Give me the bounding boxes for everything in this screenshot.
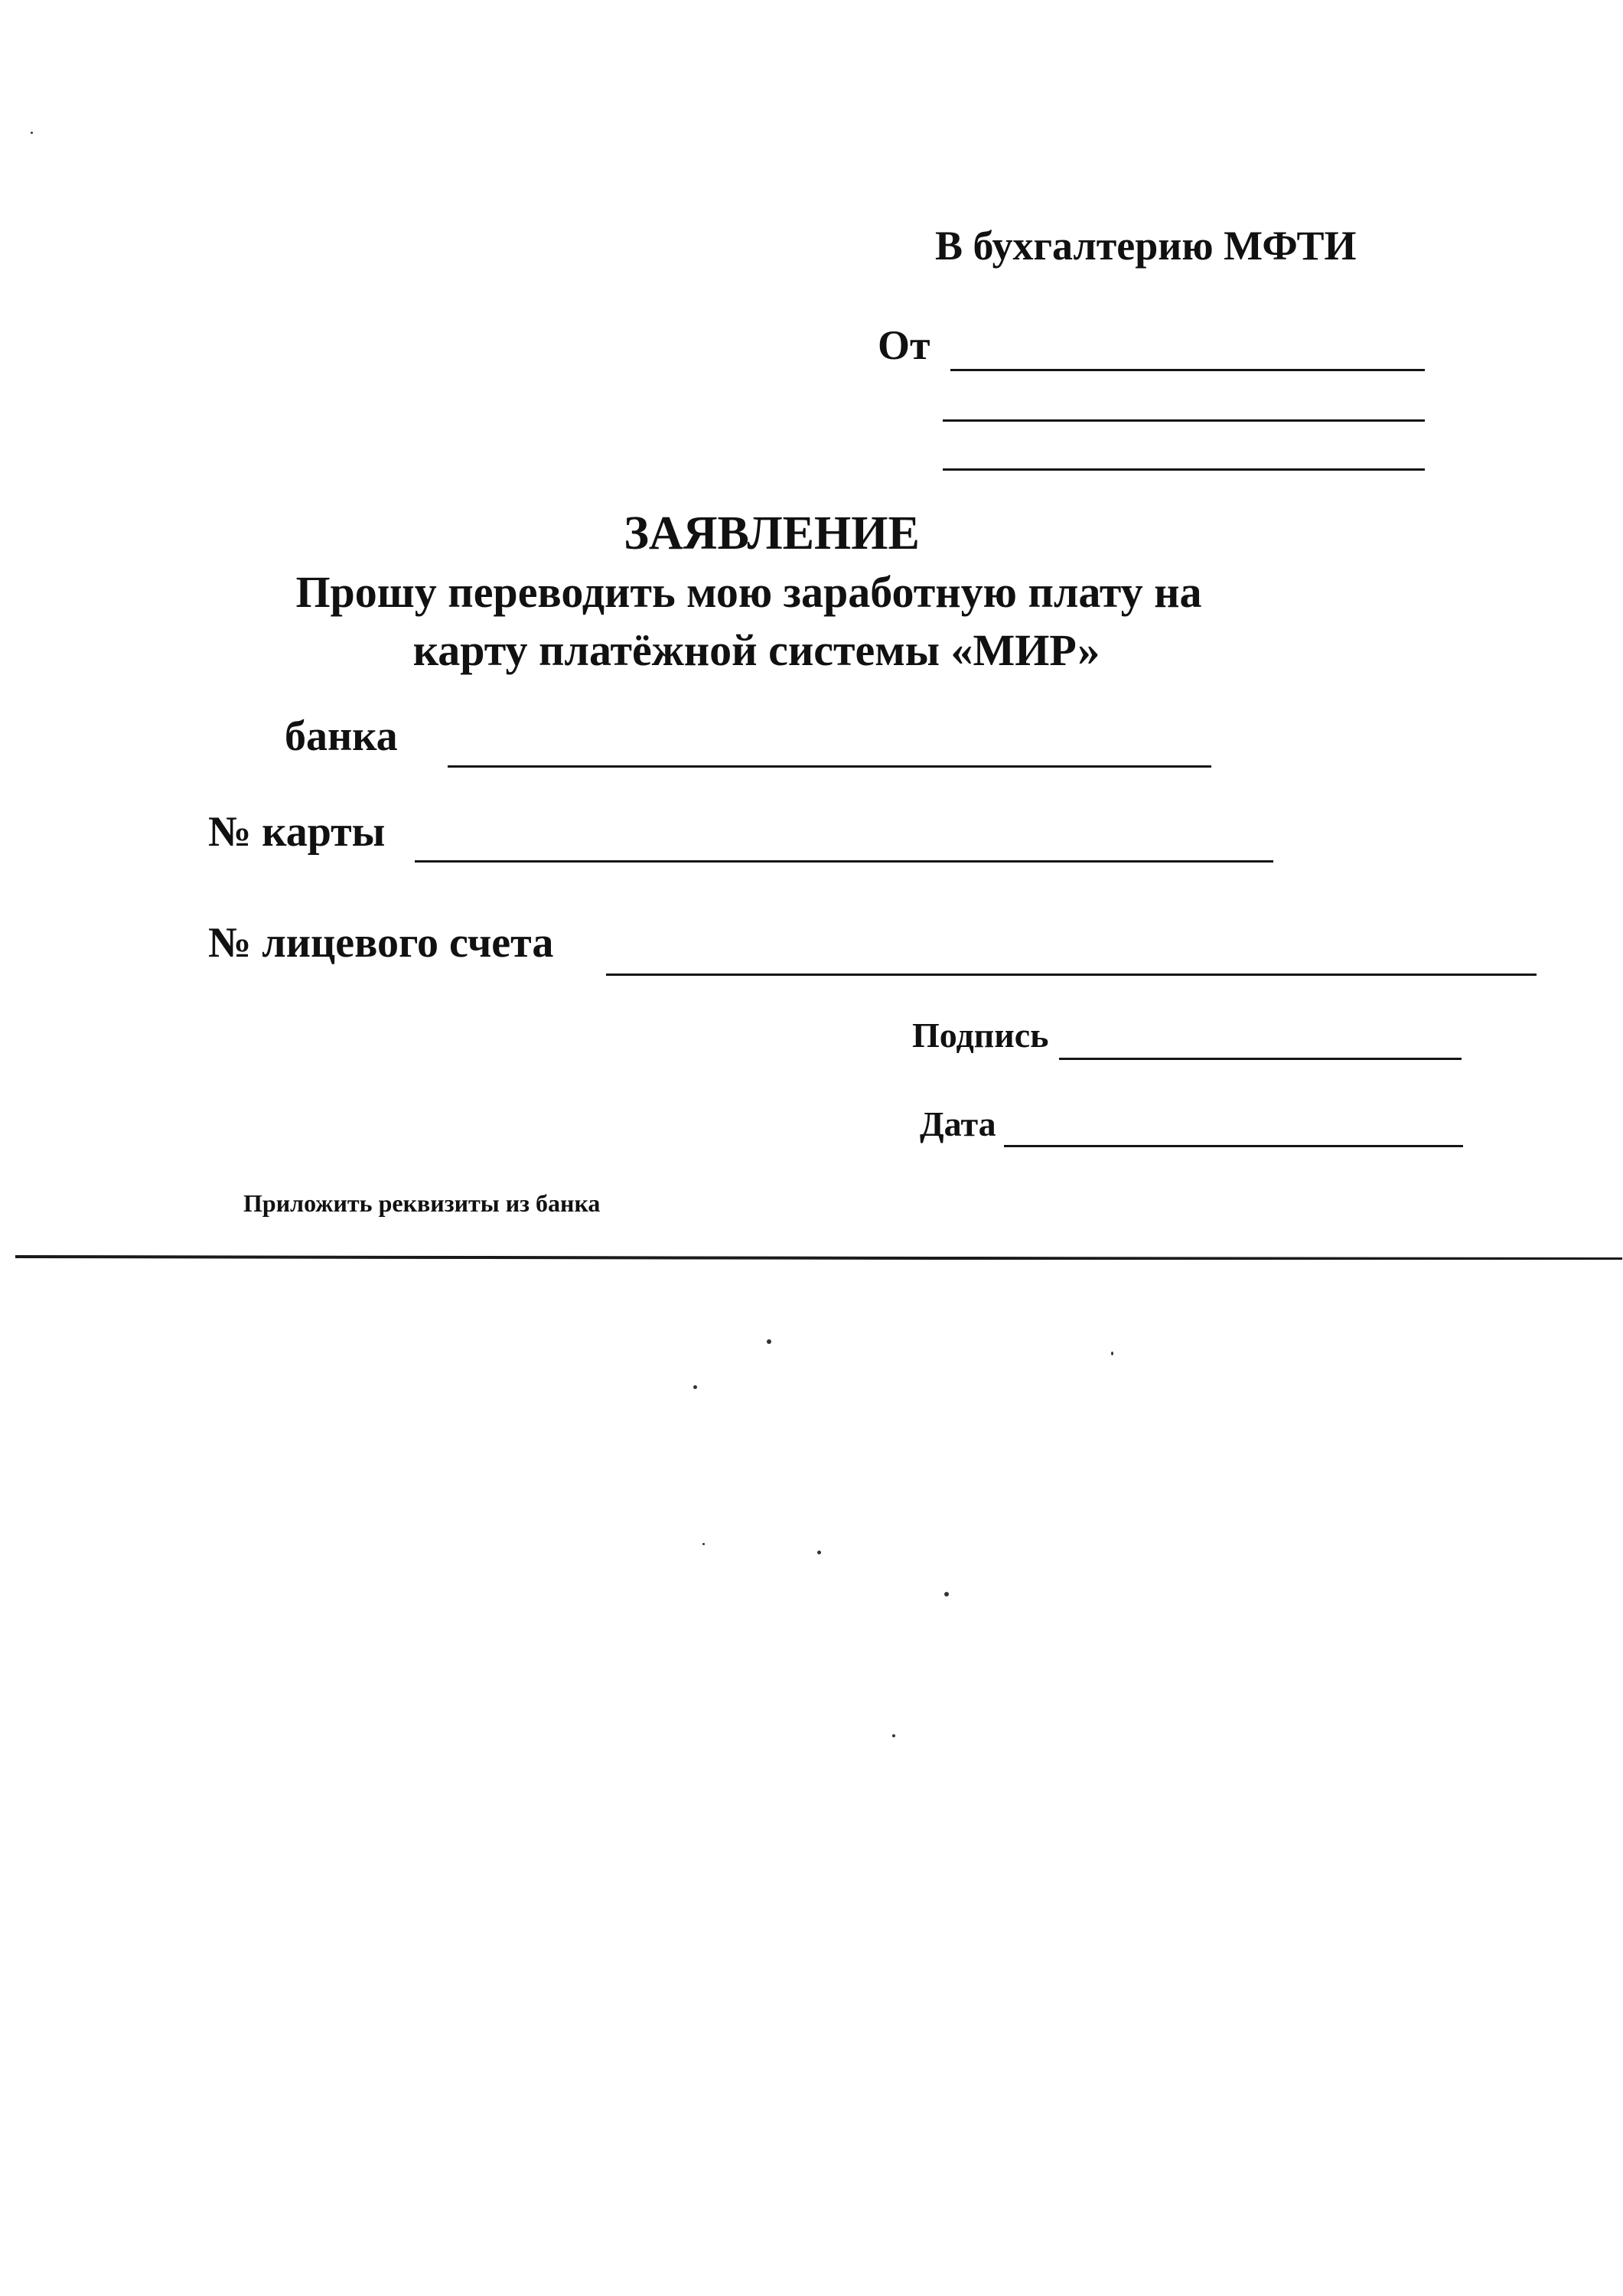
bank-label: банка: [285, 713, 398, 760]
addressee-text: В бухгалтерию МФТИ: [935, 223, 1357, 269]
scan-speck: [817, 1551, 821, 1554]
request-line-2: карту платёжной системы «МИР»: [412, 625, 1100, 675]
from-line-2[interactable]: [943, 419, 1425, 422]
from-label: От: [878, 322, 930, 368]
request-line-1: Прошу переводить мою заработную плату на: [295, 567, 1202, 617]
document-heading: ЗАЯВЛЕНИЕ: [624, 507, 920, 559]
card-number-label: № карты: [208, 808, 386, 856]
scan-speck: [693, 1385, 697, 1389]
date-label: Дата: [920, 1104, 996, 1143]
scan-speck: [1111, 1352, 1113, 1355]
from-line-1[interactable]: [950, 369, 1425, 371]
date-line[interactable]: [1004, 1145, 1463, 1147]
fold-line: [15, 1255, 1622, 1260]
scan-speck: [31, 132, 33, 134]
card-number-line[interactable]: [415, 860, 1273, 863]
scan-speck: [944, 1592, 949, 1596]
scan-speck: [892, 1734, 895, 1737]
signature-label: Подпись: [912, 1016, 1049, 1055]
scan-speck: [702, 1543, 705, 1545]
bank-line[interactable]: [448, 765, 1211, 768]
account-number-label: № лицевого счета: [208, 919, 554, 967]
scan-speck: [767, 1339, 771, 1344]
attach-note: Приложить реквизиты из банка: [243, 1189, 601, 1217]
signature-line[interactable]: [1059, 1058, 1462, 1060]
from-line-3[interactable]: [943, 468, 1425, 471]
account-number-line[interactable]: [606, 974, 1537, 976]
